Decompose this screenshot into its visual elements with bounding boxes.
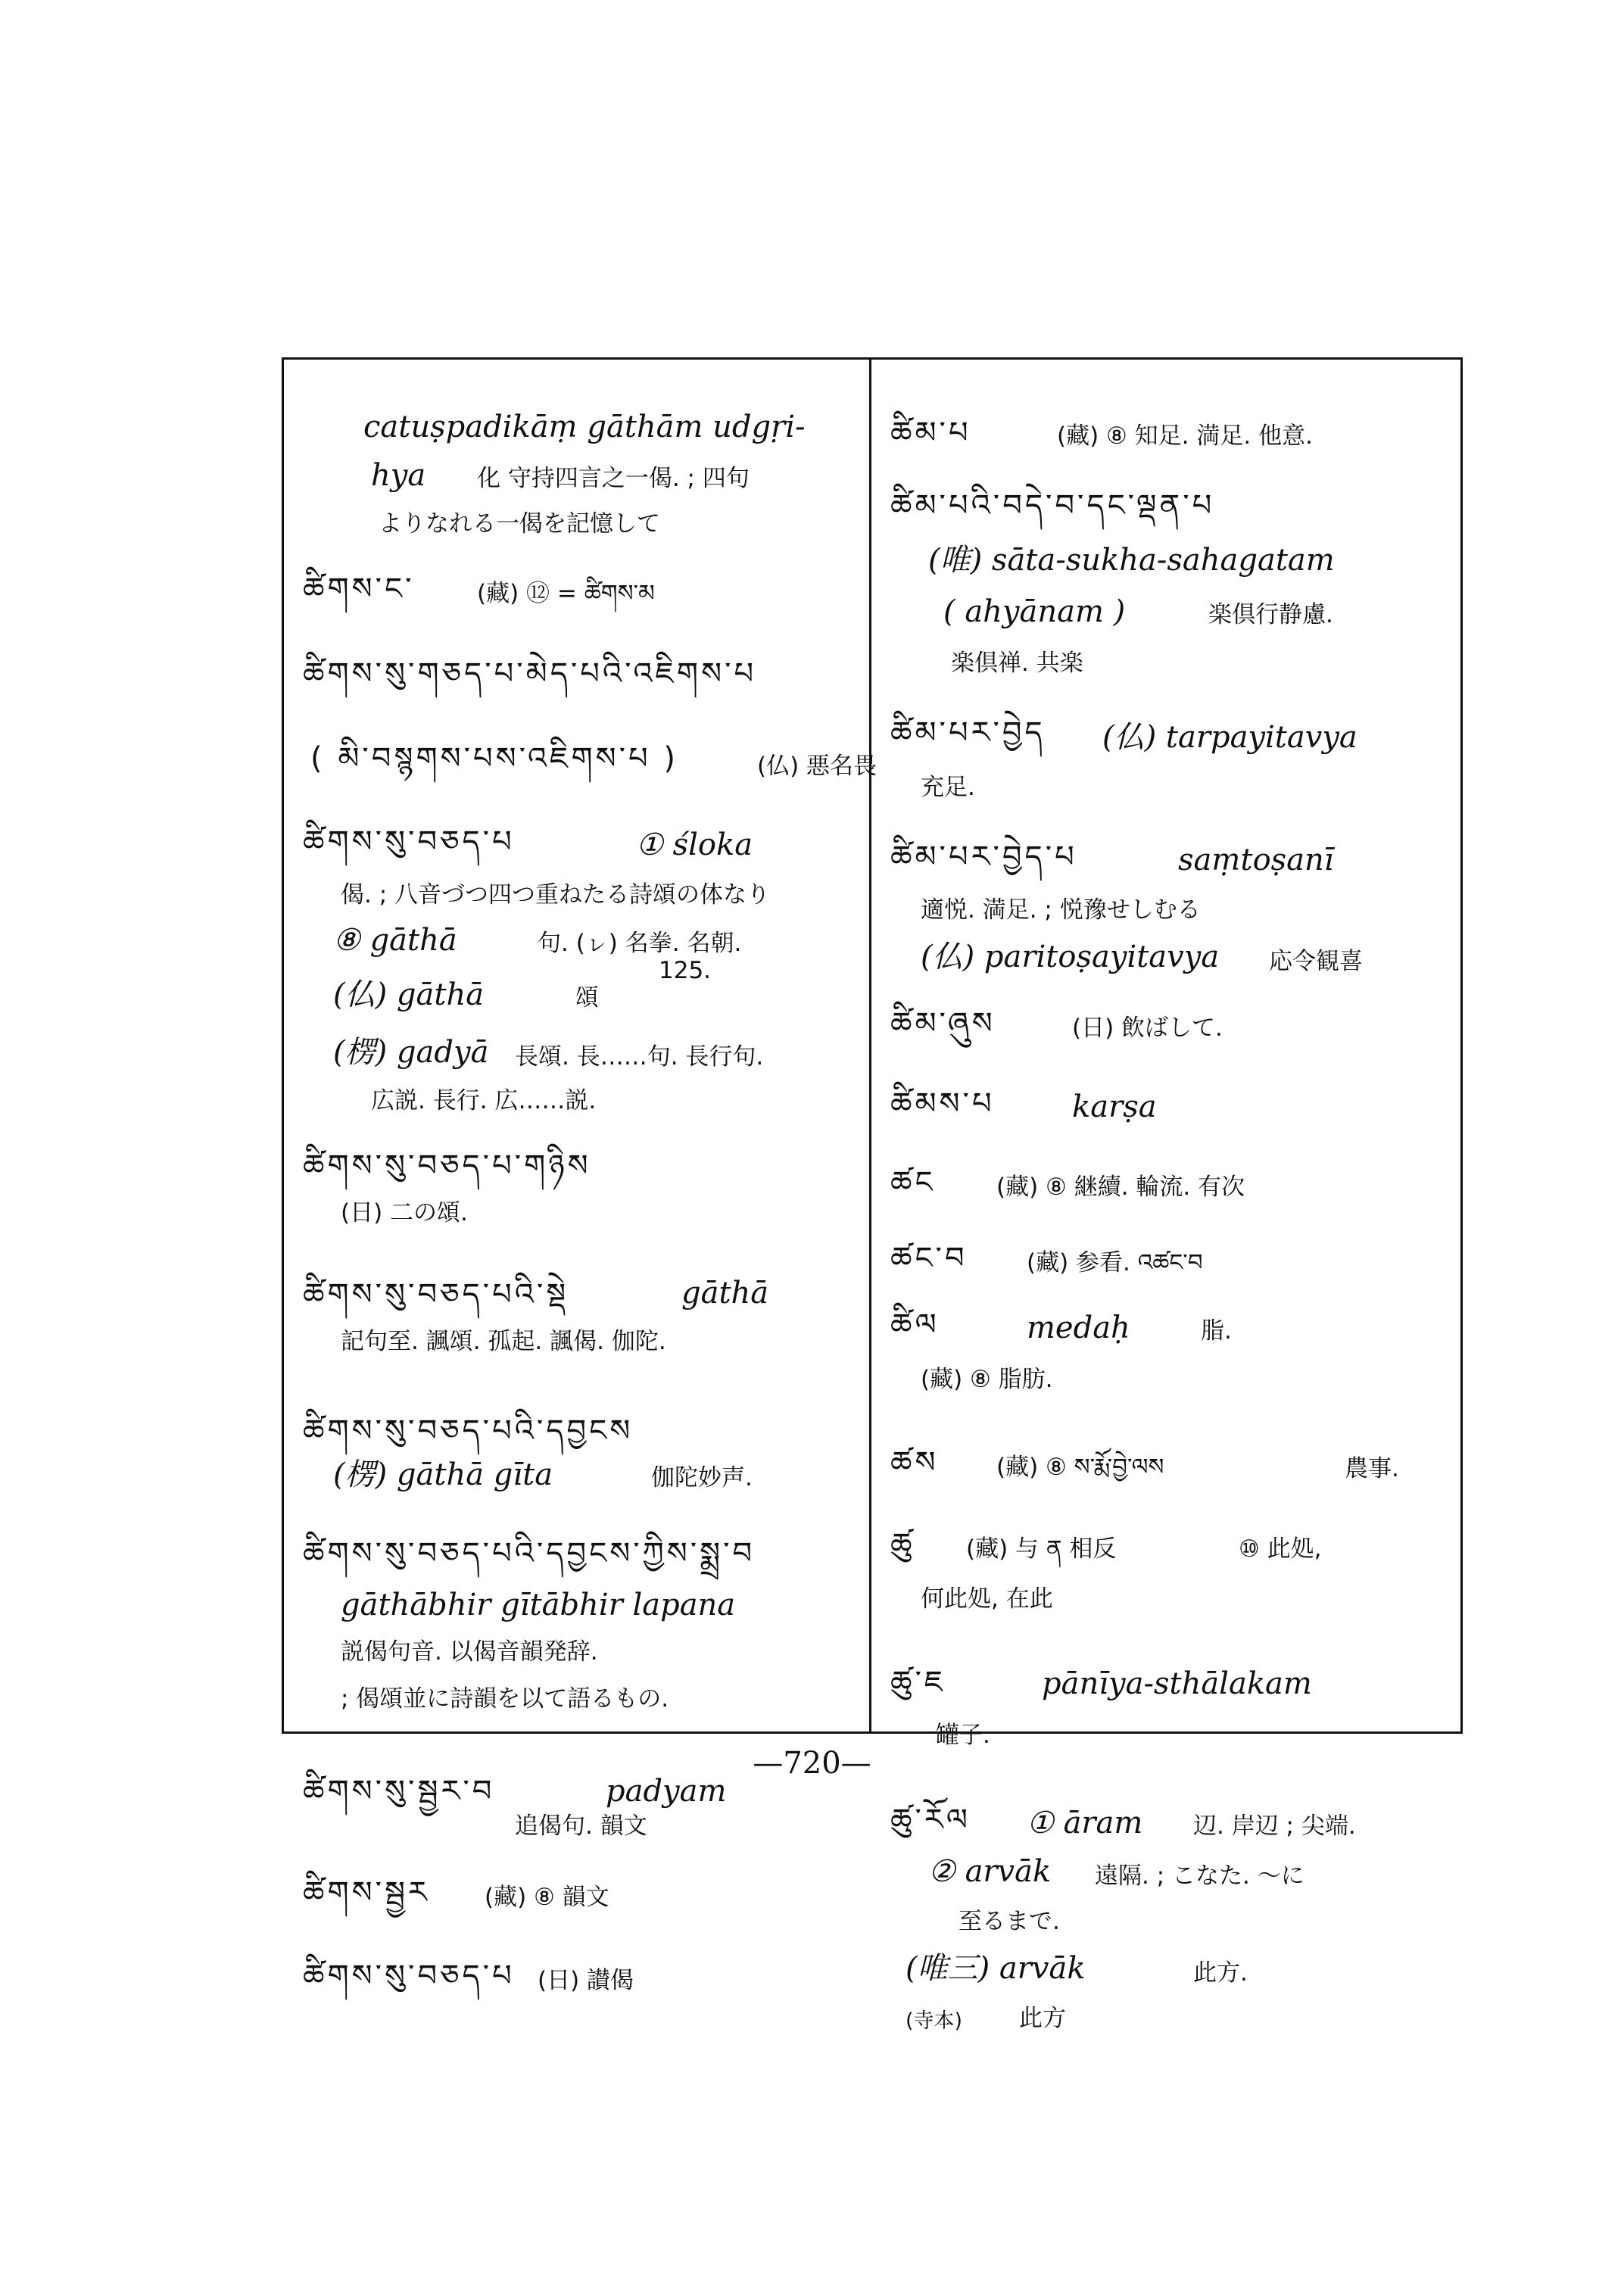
gloss-text: ⑩ 此処,	[1239, 1535, 1322, 1563]
sanskrit-equivalent: (仏) tarpayitavya	[1102, 720, 1357, 755]
tibetan-headword: ཚིམ་པར་བྱེད་པ	[890, 840, 1077, 874]
gloss-text: よりなれる一偈を記憶して	[379, 510, 660, 538]
gloss-text: 応令観喜	[1269, 948, 1363, 975]
sanskrit-equivalent: hya	[371, 458, 426, 493]
tibetan-headword: ཚིགས་སུ་བཅད་པའི་སྡེ	[303, 1277, 569, 1312]
tibetan-headword: ཚིམ་ཞུས	[890, 1006, 996, 1041]
tibetan-headword: ཚིགས་སུ་བཅད་པ	[303, 1959, 515, 1993]
tibetan-headword: ཚང	[890, 1165, 936, 1200]
gloss-text: 伽陀妙声.	[651, 1464, 753, 1491]
gloss-text: 楽倶行静慮.	[1208, 601, 1333, 628]
gloss-text: (藏) ⑧ 脂肪.	[921, 1366, 1053, 1393]
tibetan-headword: ཚང་བ	[890, 1241, 968, 1276]
gloss-text: 化 守持四言之一偈. ; 四句	[477, 465, 750, 492]
tibetan-headword: ཚིམས་པ	[890, 1086, 995, 1121]
sanskrit-equivalent: (仏) paritoṣayitavya	[921, 940, 1220, 974]
gloss-text: 記句至. 諷頌. 孤起. 諷偈. 伽陀.	[341, 1328, 666, 1355]
sanskrit-equivalent: gāthābhir gītābhir lapana	[341, 1588, 736, 1622]
tibetan-headword: ཚུ་རོལ	[890, 1803, 971, 1837]
gloss-text: (藏) ⑧ 継續. 輪流. 有次	[996, 1173, 1245, 1201]
tibetan-headword: ཚིགས་སྦྱར	[303, 1875, 430, 1910]
gloss-text: 句. (ㇾ) 名拳. 名朝.	[538, 930, 742, 957]
sanskrit-equivalent: (仏) gāthā	[333, 977, 485, 1012]
gloss-text: 充足.	[921, 774, 975, 801]
tibetan-headword: ཚུ	[890, 1527, 915, 1562]
gloss-text: 遠隔. ; こなた. ～に	[1095, 1862, 1304, 1890]
sanskrit-equivalent: gāthā	[681, 1276, 769, 1311]
tibetan-headword: ཚིགས་ང་	[303, 572, 415, 606]
gloss-text: 125.	[659, 957, 712, 984]
sanskrit-equivalent: karṣa	[1072, 1089, 1157, 1124]
gloss-text: (寺本)	[906, 2009, 963, 2033]
tibetan-headword: ཚིགས་སུ་གཅད་པ་མེད་པའི་འཇིགས་པ	[303, 656, 757, 691]
sanskrit-equivalent: (唯三) arvāk	[906, 1951, 1086, 1986]
sanskrit-equivalent: medaḥ	[1027, 1311, 1130, 1345]
sanskrit-equivalent: padyam	[606, 1774, 727, 1809]
gloss-text: (藏) ⑧ ས་རྨོ་བྱེ་ལས	[996, 1454, 1164, 1481]
sanskrit-equivalent: ⑧ gāthā	[333, 923, 457, 958]
gloss-text: (日) 讃偈	[538, 1967, 634, 1994]
gloss-text: (藏) 参看. འཚང་བ	[1027, 1249, 1203, 1276]
gloss-text: 偈. ; 八音づつ四つ重ねたる詩頌の体なり	[341, 881, 771, 909]
tibetan-headword: ཚས	[890, 1445, 939, 1480]
sanskrit-equivalent: (楞) gāthā gīta	[333, 1457, 553, 1492]
gloss-text: 長頌. 長……句. 長行句.	[515, 1043, 764, 1071]
gloss-text: 追偈句. 韻文	[515, 1812, 647, 1840]
gloss-text: 楽倶禅. 共楽	[951, 650, 1083, 677]
tibetan-headword: ཚིགས་སུ་བཅད་པའི་དབྱངས	[303, 1413, 634, 1448]
tibetan-headword: ཚིལ	[890, 1308, 940, 1342]
tibetan-headword: ཚིམ་པ	[890, 416, 971, 450]
sanskrit-equivalent: pānīya-sthālakam	[1042, 1666, 1312, 1701]
tibetan-headword: ཚུ་ཇ	[890, 1665, 946, 1700]
column-divider	[869, 357, 871, 1734]
gloss-text: 適悦. 満足. ; 悦豫せしむる	[921, 896, 1201, 924]
gloss-text: 此方	[1019, 2005, 1066, 2032]
gloss-text: (藏) 与 ན 相反	[966, 1535, 1117, 1563]
gloss-text: 脂.	[1201, 1317, 1232, 1345]
sanskrit-equivalent: ② arvāk	[928, 1854, 1052, 1889]
tibetan-headword: ( མི་བསྙགས་པས་འཇིགས་པ )	[310, 741, 678, 776]
tibetan-headword: ཚིགས་སུ་བཅད་པ	[303, 824, 515, 859]
gloss-text: ; 偈頌並に詩韻を以て語るもの.	[341, 1685, 669, 1713]
gloss-text: 農事.	[1345, 1455, 1399, 1482]
gloss-text: 罐子.	[936, 1722, 990, 1749]
sanskrit-equivalent: ① āram	[1027, 1806, 1143, 1840]
sanskrit-equivalent: ① śloka	[636, 828, 753, 862]
gloss-text: 頌	[575, 984, 599, 1011]
gloss-text: (藏) ⑧ 韻文	[485, 1884, 609, 1911]
tibetan-headword: ཚིམ་པའི་བདེ་བ་དང་ལྡན་པ	[890, 488, 1215, 523]
gloss-text: 辺. 岸辺 ; 尖端.	[1193, 1812, 1356, 1840]
gloss-text: (日) 二の頌.	[341, 1199, 468, 1226]
gloss-text: (日) 飲ばして.	[1072, 1015, 1223, 1042]
page-number: —720—	[753, 1746, 871, 1781]
gloss-text: (藏) ⑫ = ཚིགས་མ	[477, 580, 655, 607]
tibetan-headword: ཚིགས་སུ་བཅད་པའི་དབྱངས་ཀྱིས་སྨྲ་བ	[303, 1536, 756, 1571]
gloss-text: 説偈句音. 以偈音韻発辞.	[341, 1638, 598, 1666]
sanskrit-equivalent: saṃtoṣanī	[1178, 843, 1334, 877]
sanskrit-equivalent: ( ahyānam )	[943, 594, 1126, 629]
gloss-text: 何此処, 在此	[921, 1585, 1053, 1613]
tibetan-headword: ཚིགས་སུ་བཅད་པ་གཉིས	[303, 1149, 591, 1183]
gloss-text: 此方.	[1193, 1959, 1248, 1987]
gloss-text: 至るまで.	[959, 1908, 1060, 1935]
gloss-text: (仏) 悪名畏	[757, 753, 877, 780]
sanskrit-equivalent: (唯) sāta-sukha-sahagatam	[928, 543, 1335, 578]
sanskrit-equivalent: catuṣpadikāṃ gāthām udgṛi-	[363, 410, 806, 444]
tibetan-headword: ཚིགས་སུ་སྦྱར་བ	[303, 1774, 495, 1809]
gloss-text: 広説. 長行. 広……説.	[371, 1087, 597, 1114]
sanskrit-equivalent: (楞) gadyā	[333, 1035, 489, 1070]
tibetan-headword: ཚིམ་པར་བྱེད	[890, 715, 1046, 750]
gloss-text: (藏) ⑧ 知足. 満足. 他意.	[1057, 422, 1313, 450]
